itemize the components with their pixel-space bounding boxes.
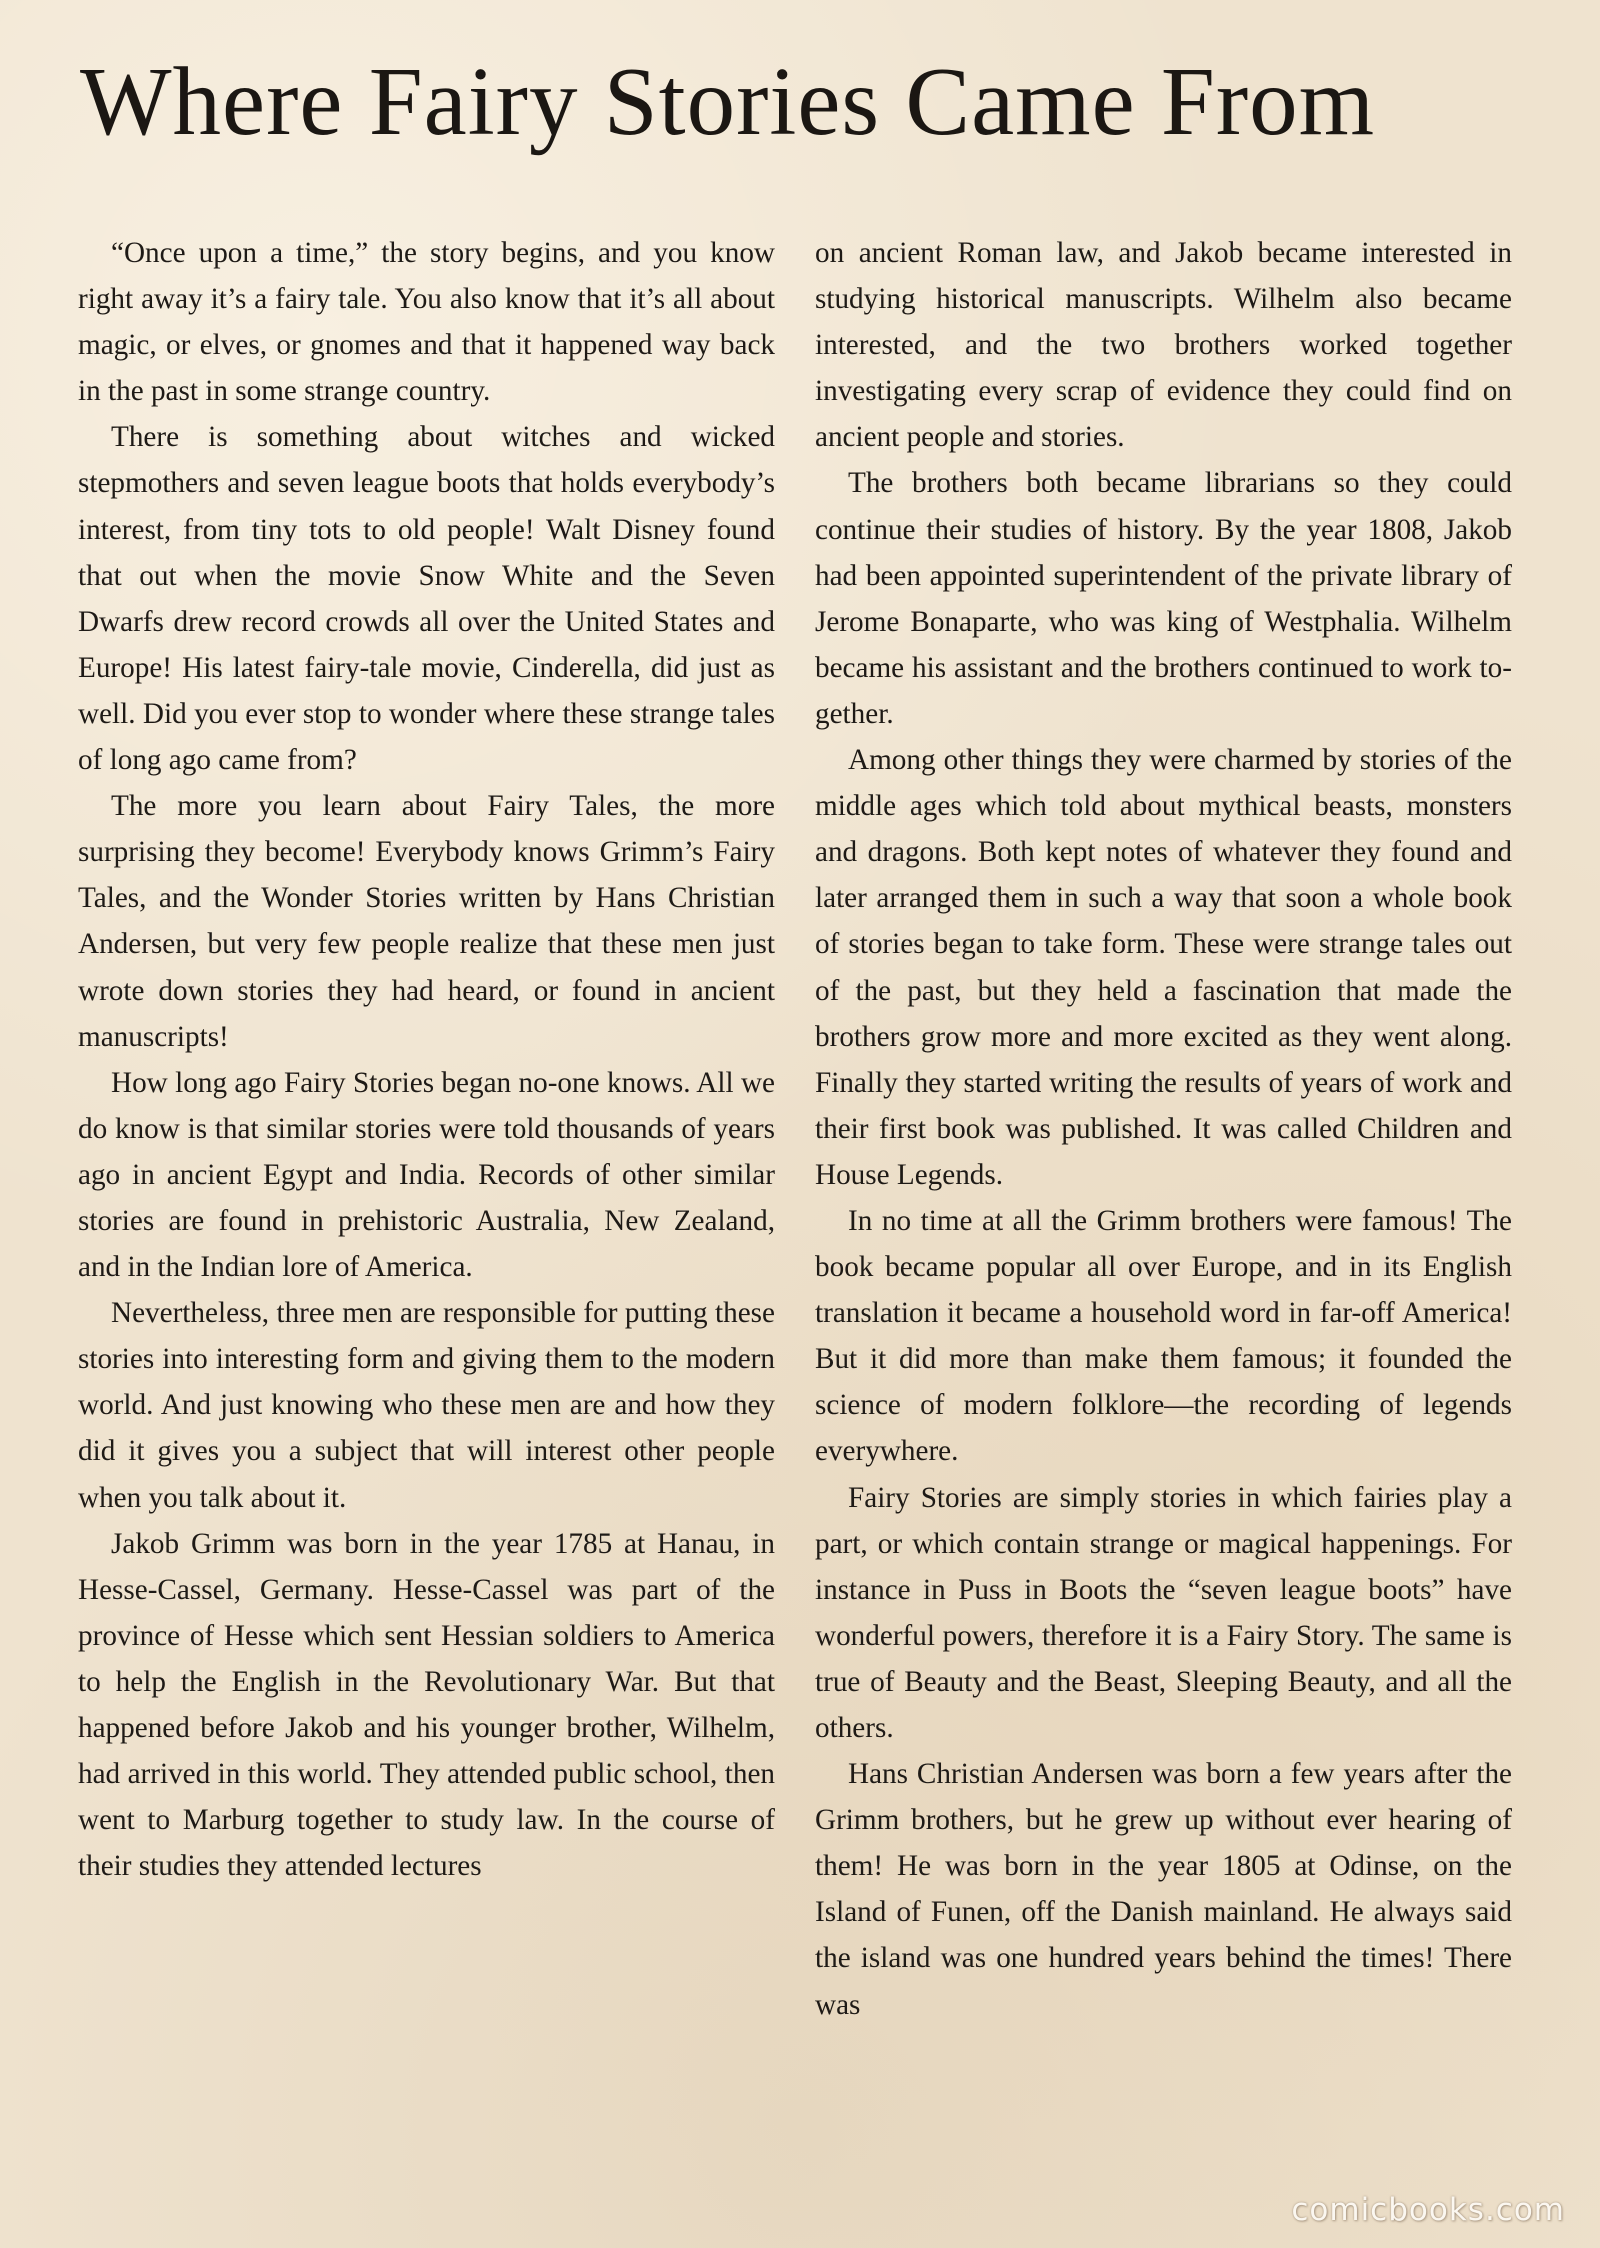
paragraph: Fairy Stories are simply stories in which fairies play a part, or which contain strange or magical happenings. For instance in Puss in Boots the “seven league boots” have wonderful powers, therefore it is a Fairy Story. The same is true of Beauty and the Beast, Sleeping Beauty, and all the others. [815,1481,1512,1744]
paragraph: Hans Christian Andersen was born a few years after the Grimm brothers, but he grew up without ever hearing of them! He was born in the year 1805 at Odinse, on the Island of Funen, off the Danish mainland. He always said the island was one hundred years behind the times! There was [815,1758,1512,2021]
paragraph: “Once upon a time,” the story begins, and you know right away it’s a fairy tale. You also know that it’s all about magic, or elves, or gnomes and that it happened way back in the past in some strange country. [78,237,775,408]
right-column [815,230,1512,2028]
left-column [78,230,775,1889]
paragraph: The brothers both became librarians so they could continue their studies of history. By the year 1808, Jakob had been appointed superintendent of the private library of Jerome Bonaparte, who was king of Westphalia. Wilhelm became his assistant and the brothers continued to work together. [815,467,1512,730]
paragraph: There is something about witches and wicked stepmothers and seven league boots that holds everybody’s interest, from tiny tots to old people! Walt Disney found that out when the movie Snow White and the Seven Dwarfs drew record crowds all over the United States and Europe! His latest fairy-tale movie, Cinderella, did just as well. Did you ever stop to wonder where these strange tales of long ago came from? [78,421,775,777]
paragraph: Nevertheless, three men are responsible for putting these stories into interesting form and giving them to the modern world. And just knowing who these men are and how they did it gives you a subject that will interest other people when you talk about it. [78,1297,775,1514]
paragraph: The more you learn about Fairy Tales, the more surprising they become! Everybody knows Grimm’s Fairy Tales, and the Wonder Stories written by Hans Christian Andersen, but very few people realize that these men just wrote down stories they had heard, or found in ancient manuscripts! [78,790,775,1053]
paragraph: How long ago Fairy Stories began no-one knows. All we do know is that similar stories were told thousands of years ago in ancient Egypt and India. Records of other similar stories are found in prehistoric Australia, New Zealand, and in the Indian lore of America. [78,1066,775,1284]
article-title: Where Fairy Stories Came From [80,48,1376,155]
paragraph: In no time at all the Grimm brothers were famous! The book became popular all over Europe, and in its English translation it became a household word in far-off America! But it did more than make them famous; it founded the science of modern folklore—the recording of legends everywhere. [815,1204,1512,1468]
paragraph: Jakob Grimm was born in the year 1785 at Hanau, in Hesse-Cassel, Germany. Hesse-Cassel was part of the province of Hesse which sent Hessian soldiers to America to help the English in the Revolutionary War. But that happened before Jakob and his younger brother, Wilhelm, had arrived in this world. They attended public school, then went to Marburg together to study law. In the course of their studies they attended lectures [78,1527,775,1883]
paragraph: Among other things they were charmed by stories of the middle ages which told about mythical beasts, monsters and dragons. Both kept notes of whatever they found and later arranged them in such a way that soon a whole book of stories began to take form. These were strange tales out of the past, but they held a fascination that made the brothers grow more and more excited as they went along. Finally they started writing the results of years of work and their first book was published. It was called Children and House Legends. [815,744,1512,1191]
site-watermark: comicbooks.com [1291,2192,1565,2228]
paragraph-continued: on ancient Roman law, and Jakob became interested in studying historical manuscripts. Wilhelm also became interested, and the two brothers worked together investigating every scrap of evidence they could find on ancient people and stories. [815,237,1512,454]
